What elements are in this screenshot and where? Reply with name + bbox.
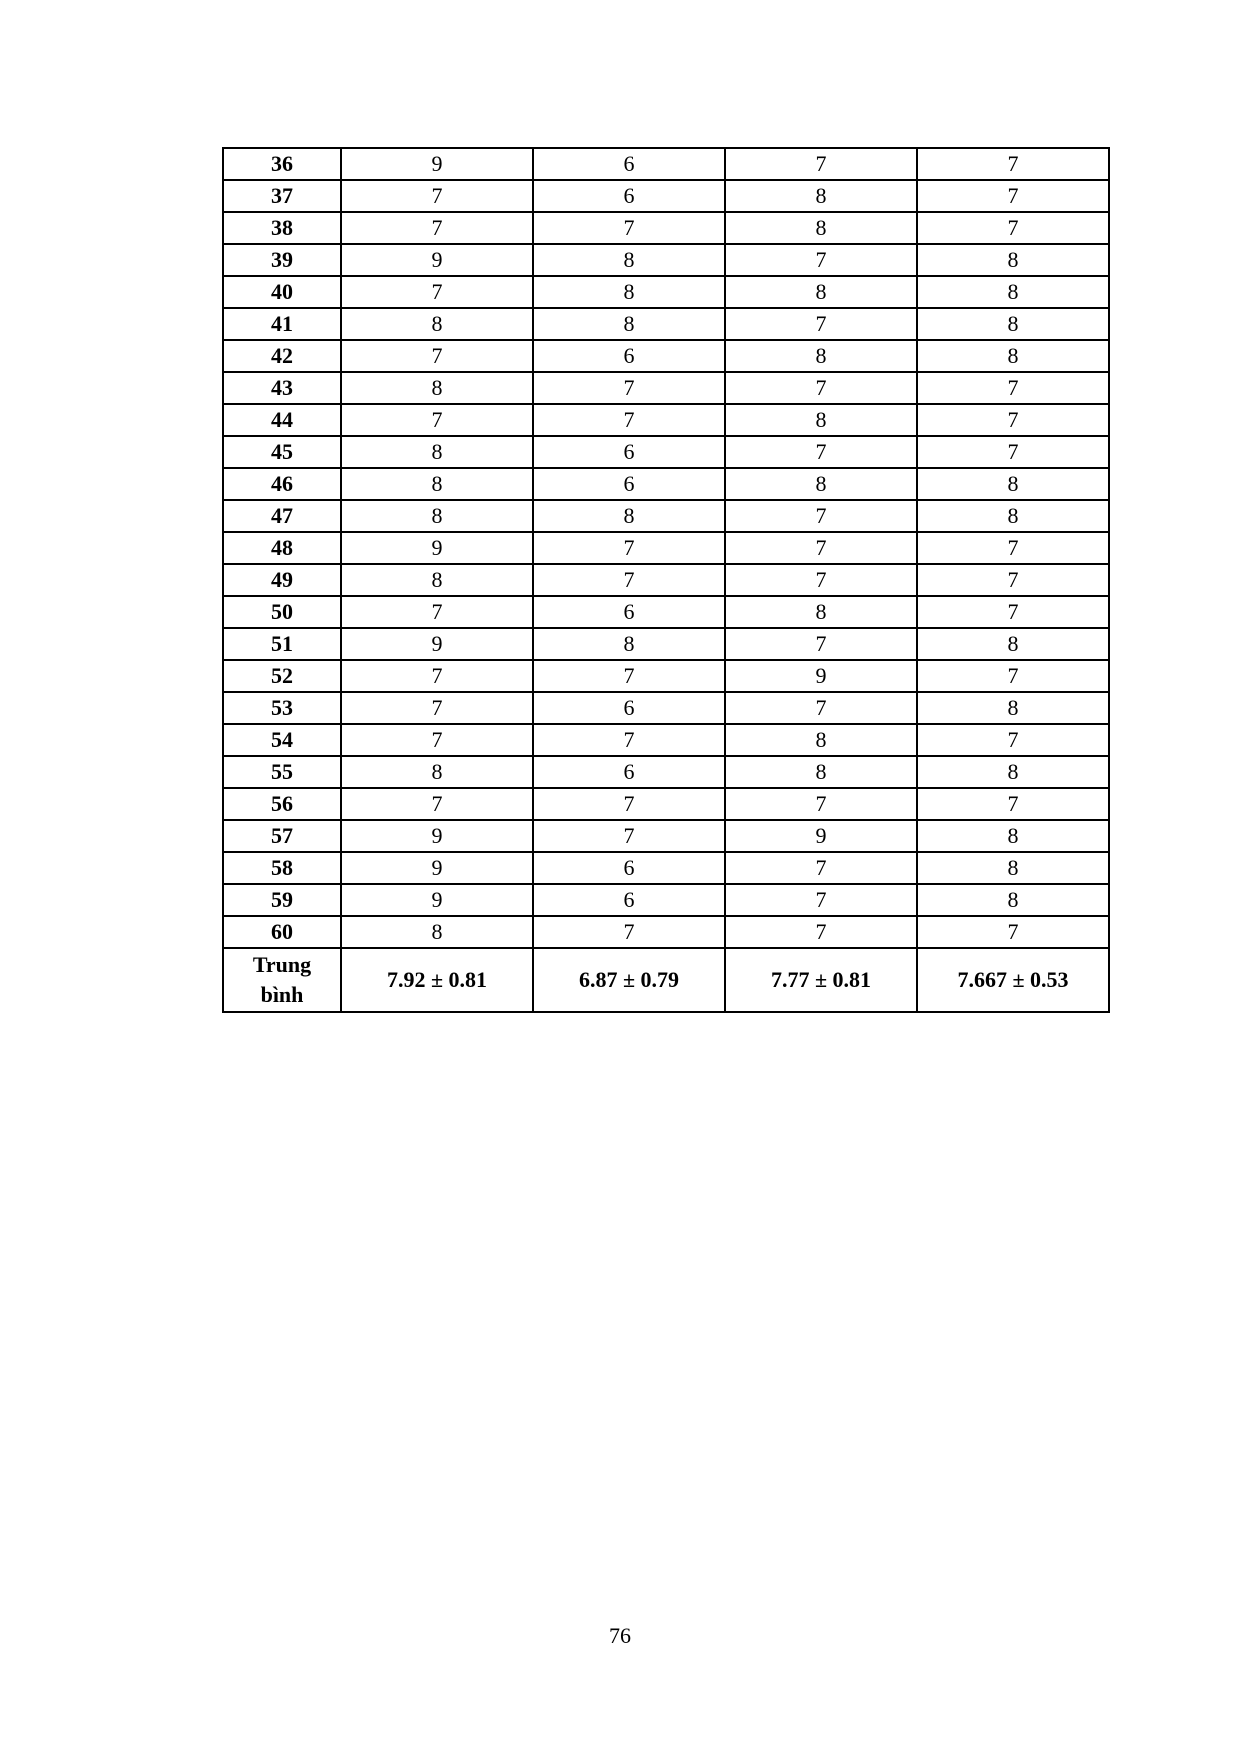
row-index-cell: 48 (223, 532, 341, 564)
row-index-cell: 58 (223, 852, 341, 884)
table-row (223, 372, 1109, 404)
score-cell: 7 (725, 436, 917, 468)
score-cell: 7 (533, 564, 725, 596)
score-cell: 7 (917, 436, 1109, 468)
row-index-cell: 53 (223, 692, 341, 724)
score-cell: 7 (917, 596, 1109, 628)
score-cell: 8 (725, 724, 917, 756)
mean-value-cell: 7.92 ± 0.81 (341, 948, 533, 1012)
score-cell: 7 (725, 308, 917, 340)
score-cell: 8 (725, 404, 917, 436)
mean-label-cell (223, 948, 341, 1012)
score-cell: 8 (917, 468, 1109, 500)
score-cell: 9 (341, 244, 533, 276)
score-cell: 7 (533, 788, 725, 820)
row-index-cell: 59 (223, 884, 341, 916)
score-cell: 7 (725, 532, 917, 564)
score-cell: 7 (725, 852, 917, 884)
table-row (223, 596, 1109, 628)
table-row (223, 532, 1109, 564)
mean-value-cell: 7.77 ± 0.81 (725, 948, 917, 1012)
score-cell: 7 (917, 212, 1109, 244)
score-cell: 8 (341, 436, 533, 468)
table-row (223, 468, 1109, 500)
score-cell: 7 (533, 660, 725, 692)
score-cell: 7 (917, 788, 1109, 820)
score-cell: 7 (341, 340, 533, 372)
mean-value-cell: 7.667 ± 0.53 (917, 948, 1109, 1012)
row-index-cell: 39 (223, 244, 341, 276)
row-index-cell: 50 (223, 596, 341, 628)
score-cell: 8 (917, 500, 1109, 532)
table-row (223, 724, 1109, 756)
score-cell: 6 (533, 468, 725, 500)
score-table-body (223, 148, 1109, 1012)
score-cell: 7 (917, 564, 1109, 596)
score-cell: 8 (341, 308, 533, 340)
score-cell: 9 (341, 820, 533, 852)
score-cell: 8 (533, 628, 725, 660)
score-cell: 8 (917, 340, 1109, 372)
row-index-cell: 56 (223, 788, 341, 820)
table-row (223, 244, 1109, 276)
score-cell: 9 (341, 532, 533, 564)
score-cell: 7 (341, 404, 533, 436)
score-cell: 6 (533, 180, 725, 212)
row-index-cell: 55 (223, 756, 341, 788)
score-cell: 7 (725, 692, 917, 724)
score-cell: 7 (917, 532, 1109, 564)
mean-value-cell: 6.87 ± 0.79 (533, 948, 725, 1012)
score-cell: 8 (341, 500, 533, 532)
score-cell: 7 (341, 180, 533, 212)
row-index-cell: 41 (223, 308, 341, 340)
score-cell: 8 (917, 692, 1109, 724)
row-index-cell: 38 (223, 212, 341, 244)
table-row (223, 788, 1109, 820)
score-cell: 8 (917, 308, 1109, 340)
table-row (223, 820, 1109, 852)
table-row (223, 756, 1109, 788)
table-row (223, 916, 1109, 948)
table-row (223, 692, 1109, 724)
row-index-cell: 60 (223, 916, 341, 948)
row-index-cell: 54 (223, 724, 341, 756)
score-cell: 9 (341, 628, 533, 660)
mean-label-line1: Trung (252, 952, 312, 977)
score-cell: 6 (533, 884, 725, 916)
score-cell: 7 (725, 628, 917, 660)
row-index-cell: 49 (223, 564, 341, 596)
score-cell: 6 (533, 852, 725, 884)
row-index-cell: 42 (223, 340, 341, 372)
table-row (223, 500, 1109, 532)
score-cell: 8 (725, 468, 917, 500)
score-cell: 7 (917, 148, 1109, 180)
table-row (223, 628, 1109, 660)
score-cell: 6 (533, 756, 725, 788)
score-cell: 9 (341, 148, 533, 180)
score-cell: 8 (917, 820, 1109, 852)
score-cell: 6 (533, 340, 725, 372)
table-row (223, 884, 1109, 916)
score-cell: 7 (533, 820, 725, 852)
mean-row (223, 948, 1109, 1012)
score-cell: 8 (341, 468, 533, 500)
score-cell: 8 (917, 756, 1109, 788)
table-row (223, 852, 1109, 884)
score-cell: 8 (917, 244, 1109, 276)
row-index-cell: 37 (223, 180, 341, 212)
score-cell: 6 (533, 692, 725, 724)
row-index-cell: 57 (223, 820, 341, 852)
score-cell: 8 (341, 916, 533, 948)
score-cell: 7 (917, 916, 1109, 948)
score-cell: 9 (725, 820, 917, 852)
table-row (223, 180, 1109, 212)
score-cell: 8 (725, 212, 917, 244)
table-row (223, 404, 1109, 436)
score-cell: 7 (917, 660, 1109, 692)
score-cell: 7 (341, 692, 533, 724)
mean-label-line2: bình (260, 982, 304, 1007)
score-cell: 7 (725, 244, 917, 276)
score-cell: 7 (341, 212, 533, 244)
score-cell: 7 (725, 500, 917, 532)
row-index-cell: 45 (223, 436, 341, 468)
score-cell: 8 (917, 276, 1109, 308)
score-cell: 8 (725, 756, 917, 788)
table-row (223, 564, 1109, 596)
score-cell: 8 (917, 884, 1109, 916)
score-cell: 7 (917, 372, 1109, 404)
score-cell: 7 (533, 532, 725, 564)
score-cell: 7 (917, 724, 1109, 756)
score-cell: 7 (725, 916, 917, 948)
row-index-cell: 43 (223, 372, 341, 404)
score-cell: 9 (341, 884, 533, 916)
row-index-cell: 44 (223, 404, 341, 436)
score-cell: 7 (341, 596, 533, 628)
score-cell: 7 (533, 916, 725, 948)
score-cell: 7 (533, 372, 725, 404)
score-cell: 7 (725, 884, 917, 916)
score-cell: 8 (341, 372, 533, 404)
page-number: 76 (609, 1623, 631, 1648)
score-cell: 7 (533, 724, 725, 756)
row-index-cell: 40 (223, 276, 341, 308)
table-row (223, 212, 1109, 244)
score-cell: 7 (725, 148, 917, 180)
score-cell: 7 (341, 724, 533, 756)
score-cell: 8 (917, 628, 1109, 660)
score-cell: 7 (533, 212, 725, 244)
table-row (223, 340, 1109, 372)
score-cell: 8 (533, 244, 725, 276)
score-cell: 8 (725, 596, 917, 628)
score-cell: 8 (725, 180, 917, 212)
row-index-cell: 47 (223, 500, 341, 532)
score-cell: 7 (341, 788, 533, 820)
score-cell: 7 (725, 564, 917, 596)
score-table (222, 147, 1110, 1013)
table-row (223, 276, 1109, 308)
score-cell: 8 (533, 308, 725, 340)
score-cell: 7 (725, 372, 917, 404)
score-cell: 7 (917, 180, 1109, 212)
score-cell: 8 (725, 340, 917, 372)
score-cell: 6 (533, 148, 725, 180)
score-cell: 7 (341, 276, 533, 308)
score-cell: 8 (917, 852, 1109, 884)
score-cell: 9 (341, 852, 533, 884)
row-index-cell: 36 (223, 148, 341, 180)
score-cell: 7 (725, 788, 917, 820)
score-cell: 7 (917, 404, 1109, 436)
score-cell: 8 (341, 564, 533, 596)
row-index-cell: 52 (223, 660, 341, 692)
score-cell: 6 (533, 596, 725, 628)
score-cell: 7 (341, 660, 533, 692)
row-index-cell: 46 (223, 468, 341, 500)
score-cell: 8 (725, 276, 917, 308)
score-cell: 8 (533, 276, 725, 308)
score-cell: 7 (533, 404, 725, 436)
score-cell: 6 (533, 436, 725, 468)
table-row (223, 308, 1109, 340)
table-row (223, 148, 1109, 180)
row-index-cell: 51 (223, 628, 341, 660)
score-cell: 9 (725, 660, 917, 692)
table-row (223, 660, 1109, 692)
score-cell: 8 (533, 500, 725, 532)
table-row (223, 436, 1109, 468)
score-cell: 8 (341, 756, 533, 788)
